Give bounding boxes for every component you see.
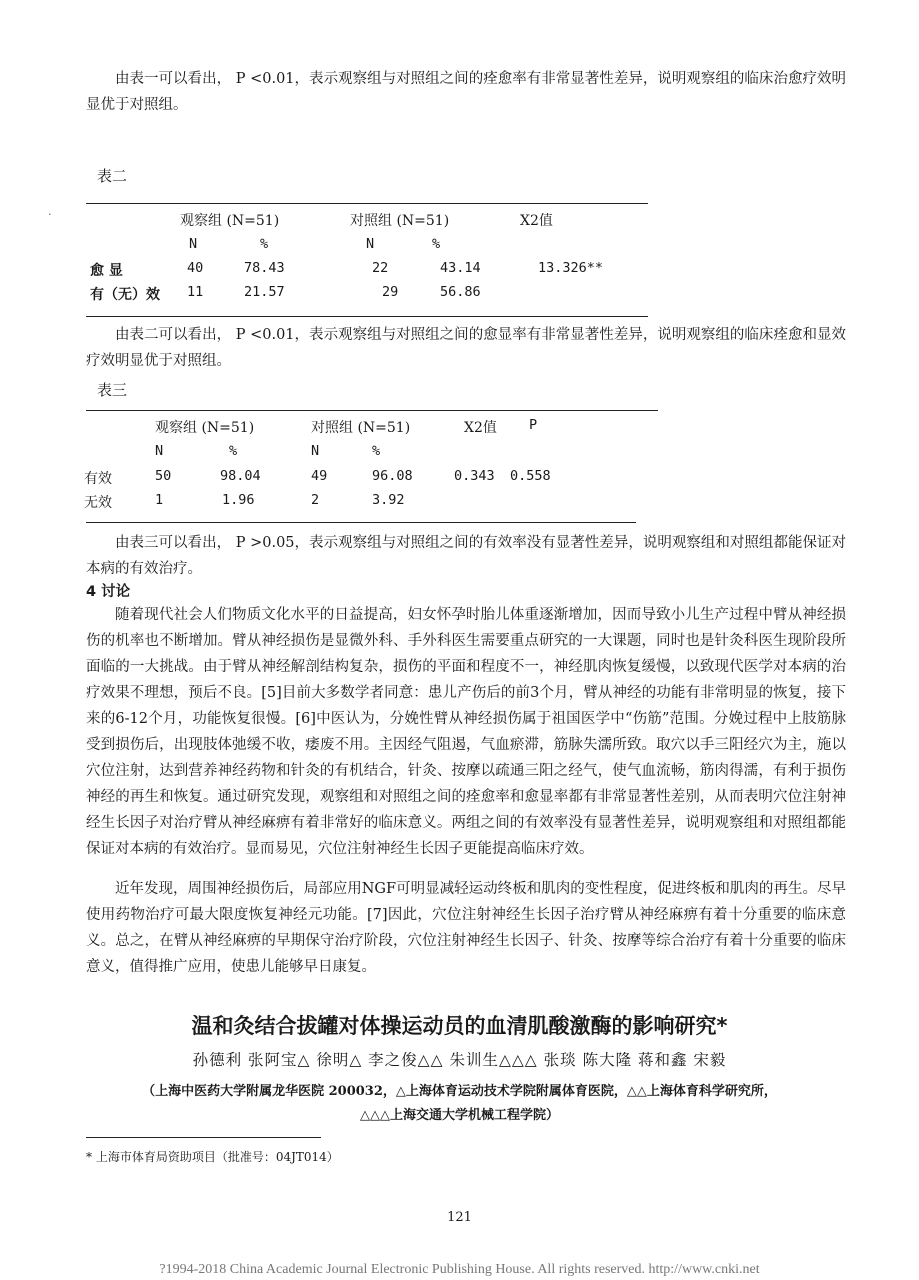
table3-p-header: P xyxy=(529,417,538,433)
table3-row2-n1: 1 xyxy=(155,492,164,508)
copyright-footer: ?1994-2018 China Academic Journal Electronic Publishing House. All rights reserved. http://www.cnki.net xyxy=(159,1262,760,1277)
table2-row2-label: 有（无）效 xyxy=(90,287,160,303)
table2-sub-n1: N xyxy=(189,236,198,252)
table3-row1-p1: 98.04 xyxy=(220,468,261,484)
table3-top-rule xyxy=(86,410,658,411)
table2-top-rule xyxy=(86,203,648,204)
table3-row1-n1: 50 xyxy=(155,468,172,484)
affiliation-line-1: （上海中医药大学附属龙华医院 200032，△上海体育运动技术学院附属体育医院，△△上海体育科学研究所， xyxy=(142,1084,777,1099)
table3-sub-p1: % xyxy=(229,443,238,459)
paragraph-table1-summary: 由表一可以看出， P <0.01，表示观察组与对照组之间的痊愈率有非常显著性差异，说明观察组的临床治愈疗效明显优于对照组。 xyxy=(86,71,846,113)
table2-row1-n1: 40 xyxy=(187,260,204,276)
table3-row2-n2: 2 xyxy=(311,492,320,508)
section-heading-discussion: 4 讨论 xyxy=(86,584,131,600)
paragraph-table3-summary: 由表三可以看出， P >0.05，表示观察组与对照组之间的有效率没有显著性差异，说明观察组和对照组都能保证对本病的有效治疗。 xyxy=(86,535,846,577)
table3-group2-header: 对照组 (N=51) xyxy=(311,420,411,436)
margin-mark: · xyxy=(48,208,52,221)
footnote: * 上海市体育局资助项目（批准号：04JT014） xyxy=(86,1150,339,1164)
discussion-paragraph-2: 近年发现，周围神经损伤后，局部应用NGF可明显减轻运动终板和肌肉的变性程度，促进终板和肌肉的再生。尽早使用药物治疗可最大限度恢复神经元功能。[7]因此，穴位注射神经生长因子治疗臂从神经麻痹有着十分重要的临床意义。总之，在臂从神经麻痹的早期保守治疗阶段，穴位注射神经生长因子、针灸、按摩等综合治疗有着十分重要的临床意义，值得推广应用，使患儿能够早日康复。 xyxy=(86,881,846,975)
table2-row1-x2: 13.326** xyxy=(538,260,604,276)
table2-row1-p2: 43.14 xyxy=(440,260,481,276)
discussion-paragraph-1: 随着现代社会人们物质文化水平的日益提高，妇女怀孕时胎儿体重逐渐增加，因而导致小儿生产过程中臂从神经损伤的机率也不断增加。臂从神经损伤是显微外科、手外科医生需要重点研究的一大课题，同时也是针灸科医生现阶段所面临的一大挑战。由于臂从神经解剖结构复杂，损伤的平面和程度不一，神经肌肉恢复缓慢，以致现代医学对本病的治疗效果不理想，预后不良。[5]目前大多数学者同意：患儿产伤后的前3个月，臂从神经的功能有非常明显的恢复，接下来的6-12个月，功能恢复很慢。[6]中医认为，分娩性臂从神经损伤属于祖国医学中“伤筋”范围。分娩过程中上肢筋脉受到损伤后，出现肢体弛缓不收，痿废不用。主因经气阻遏，气血瘀滞，筋脉失濡所致。取穴以手三阳经穴为主，施以穴位注射，达到营养神经药物和针灸的有机结合，针灸、按摩以疏通三阳之经气，使气血流畅，筋肉得濡，有利于损伤神经的再生和恢复。通过研究发现，观察组和对照组之间的痊愈率和愈显率都有非常显著性差别，从而表明穴位注射神经生长因子对治疗臂从神经麻痹有着非常好的临床意义。两组之间的有效率没有显著性差异，说明观察组和对照组都能保证对本病的有效治疗。显而易见，穴位注射神经生长因子更能提高临床疗效。 xyxy=(86,607,846,857)
table3-stat-header: X2值 xyxy=(464,420,497,436)
article-title: 温和灸结合拔罐对体操运动员的血清肌酸激酶的影响研究* xyxy=(191,1014,728,1038)
page-number: 121 xyxy=(447,1210,472,1225)
table2-row2-n2: 29 xyxy=(382,284,399,300)
table2-group2-header: 对照组 (N=51) xyxy=(350,213,450,229)
table2-sub-p1: % xyxy=(260,236,269,252)
paragraph-table2-summary: 由表二可以看出， P <0.01，表示观察组与对照组之间的愈显率有非常显著性差异，说明观察组的临床痊愈和显效疗效明显优于对照组。 xyxy=(86,327,846,369)
table2-row1-n2: 22 xyxy=(372,260,389,276)
table2-row1-label: 愈 显 xyxy=(90,263,123,279)
table3-row1-label: 有效 xyxy=(84,471,112,487)
table3-row2-label: 无效 xyxy=(84,495,112,511)
table3-sub-p2: % xyxy=(372,443,381,459)
table3-row2-p1: 1.96 xyxy=(222,492,255,508)
table3-caption: 表三 xyxy=(97,381,128,399)
author-list: 孙德利 张阿宝△ 徐明△ 李之俊△△ 朱训生△△△ 张琰 陈大隆 蒋和鑫 宋毅 xyxy=(192,1051,727,1069)
footnote-rule xyxy=(86,1137,321,1138)
table3-bottom-rule xyxy=(86,522,636,523)
table3-row1-n2: 49 xyxy=(311,468,328,484)
table2-group1-header: 观察组 (N=51) xyxy=(180,213,280,229)
table3-row2-p2: 3.92 xyxy=(372,492,405,508)
table3-sub-n1: N xyxy=(155,443,164,459)
table3-row1-x2: 0.343 xyxy=(454,468,495,484)
table2-row2-p2: 56.86 xyxy=(440,284,481,300)
table2-sub-n2: N xyxy=(366,236,375,252)
table2-row1-p1: 78.43 xyxy=(244,260,285,276)
table2-row2-n1: 11 xyxy=(187,284,204,300)
affiliation-line-2: △△△上海交通大学机械工程学院） xyxy=(360,1108,559,1123)
table3-row1-pvalue: 0.558 xyxy=(510,468,551,484)
table2-caption: 表二 xyxy=(97,167,128,185)
table2-bottom-rule xyxy=(86,316,648,317)
table2-stat-header: X2值 xyxy=(520,213,553,229)
table3-sub-n2: N xyxy=(311,443,320,459)
table3-row1-p2: 96.08 xyxy=(372,468,413,484)
table2-row2-p1: 21.57 xyxy=(244,284,285,300)
table2-sub-p2: % xyxy=(432,236,441,252)
table3-group1-header: 观察组 (N=51) xyxy=(155,420,255,436)
